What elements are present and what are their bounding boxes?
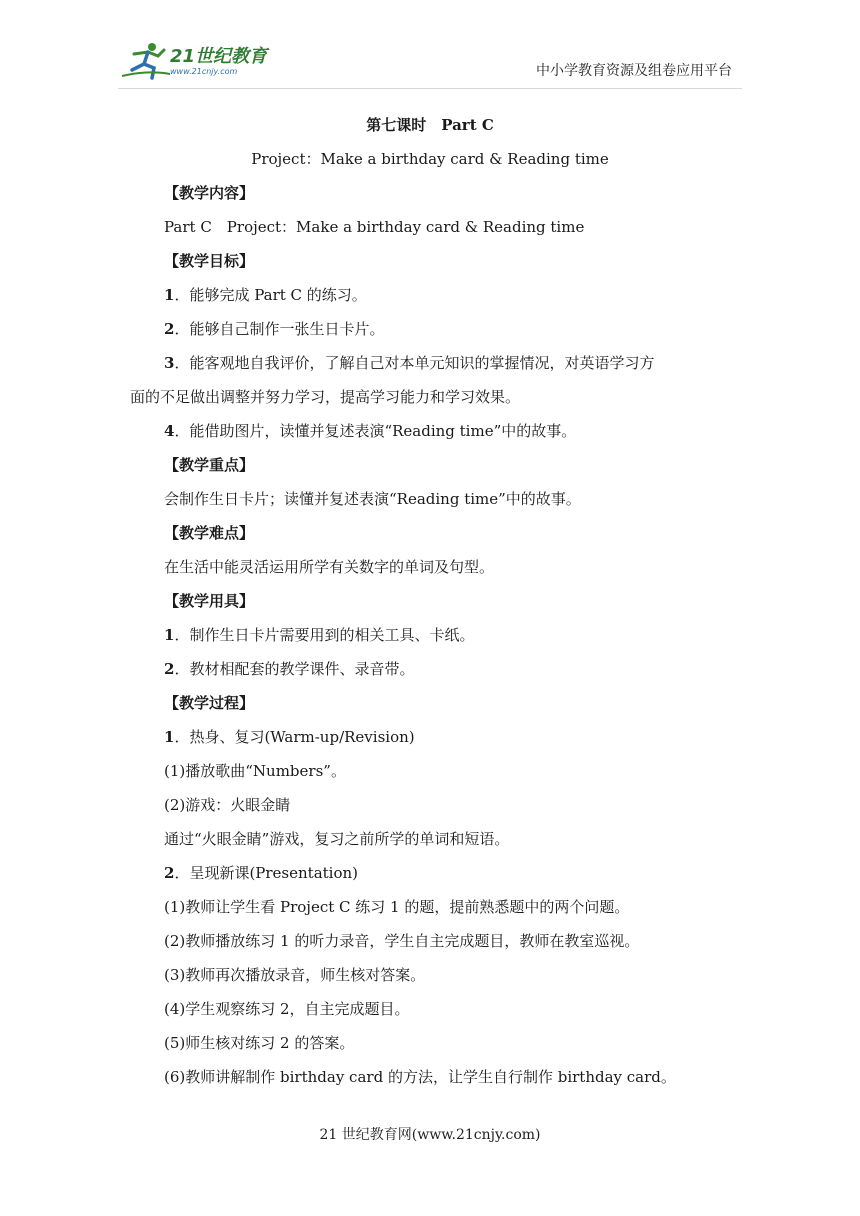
step-item: (2)游戏：火眼金睛 [164,796,291,814]
key-points-heading: 【教学重点】 [164,456,255,474]
key-points-text: 会制作生日卡片；读懂并复述表演“Reading time”中的故事。 [164,490,581,508]
step-item: (3)教师再次播放录音，师生核对答案。 [164,966,426,984]
site-logo[interactable] [118,40,288,82]
step-item: 通过“火眼金睛”游戏，复习之前所学的单词和短语。 [164,830,510,848]
step-item: (5)师生核对练习 2 的答案。 [164,1034,355,1052]
step-item: (2)教师播放练习 1 的听力录音，学生自主完成题目，教师在教室巡视。 [164,932,640,950]
step-item: (1)播放歌曲“Numbers”。 [164,762,346,780]
logo-url: www.21cnjy.com [170,67,238,76]
difficulties-heading: 【教学难点】 [164,524,255,542]
step-heading: 2．呈现新课(Presentation) [164,864,359,882]
step-item: (1)教师让学生看 Project C 练习 1 的题，提前熟悉题中的两个问题。 [164,898,630,916]
process-heading: 【教学过程】 [164,694,255,712]
tool-item: 2．教材相配套的教学课件、录音带。 [164,660,415,678]
runner-logo-icon [118,40,288,82]
tools-heading: 【教学用具】 [164,592,255,610]
step-heading: 1．热身、复习(Warm-up/Revision) [164,728,415,746]
goal-item: 4．能借助图片，读懂并复述表演“Reading time”中的故事。 [164,422,577,440]
logo-text: 21世纪教育 [170,46,268,67]
page-footer[interactable]: 21 世纪教育网(www.21cnjy.com) [319,1127,541,1143]
goal-item: 2．能够自己制作一张生日卡片。 [164,320,385,338]
page-header [0,0,860,100]
tool-item: 1．制作生日卡片需要用到的相关工具、卡纸。 [164,626,475,644]
goal-item: 1．能够完成 Part C 的练习。 [164,286,367,304]
goal-item-continuation: 面的不足做出调整并努力学习，提高学习能力和学习效果。 [130,388,521,406]
difficulties-text: 在生活中能灵活运用所学有关数字的单词及句型。 [164,558,495,576]
content-heading: 【教学内容】 [164,184,255,202]
goals-heading: 【教学目标】 [164,252,255,270]
step-item: (6)教师讲解制作 birthday card 的方法，让学生自行制作 birthday card。 [164,1068,676,1086]
lesson-subtitle: Project：Make a birthday card & Reading time [251,150,609,168]
content-text: Part C Project：Make a birthday card & Reading time [164,218,585,236]
step-item: (4)学生观察练习 2，自主完成题目。 [164,1000,410,1018]
platform-name: 中小学教育资源及组卷应用平台 [536,63,732,79]
header-divider [118,88,742,89]
document-body [130,108,730,1094]
lesson-title: 第七课时 Part C [366,116,494,134]
goal-item: 3．能客观地自我评价，了解自己对本单元知识的掌握情况，对英语学习方 [164,354,655,372]
